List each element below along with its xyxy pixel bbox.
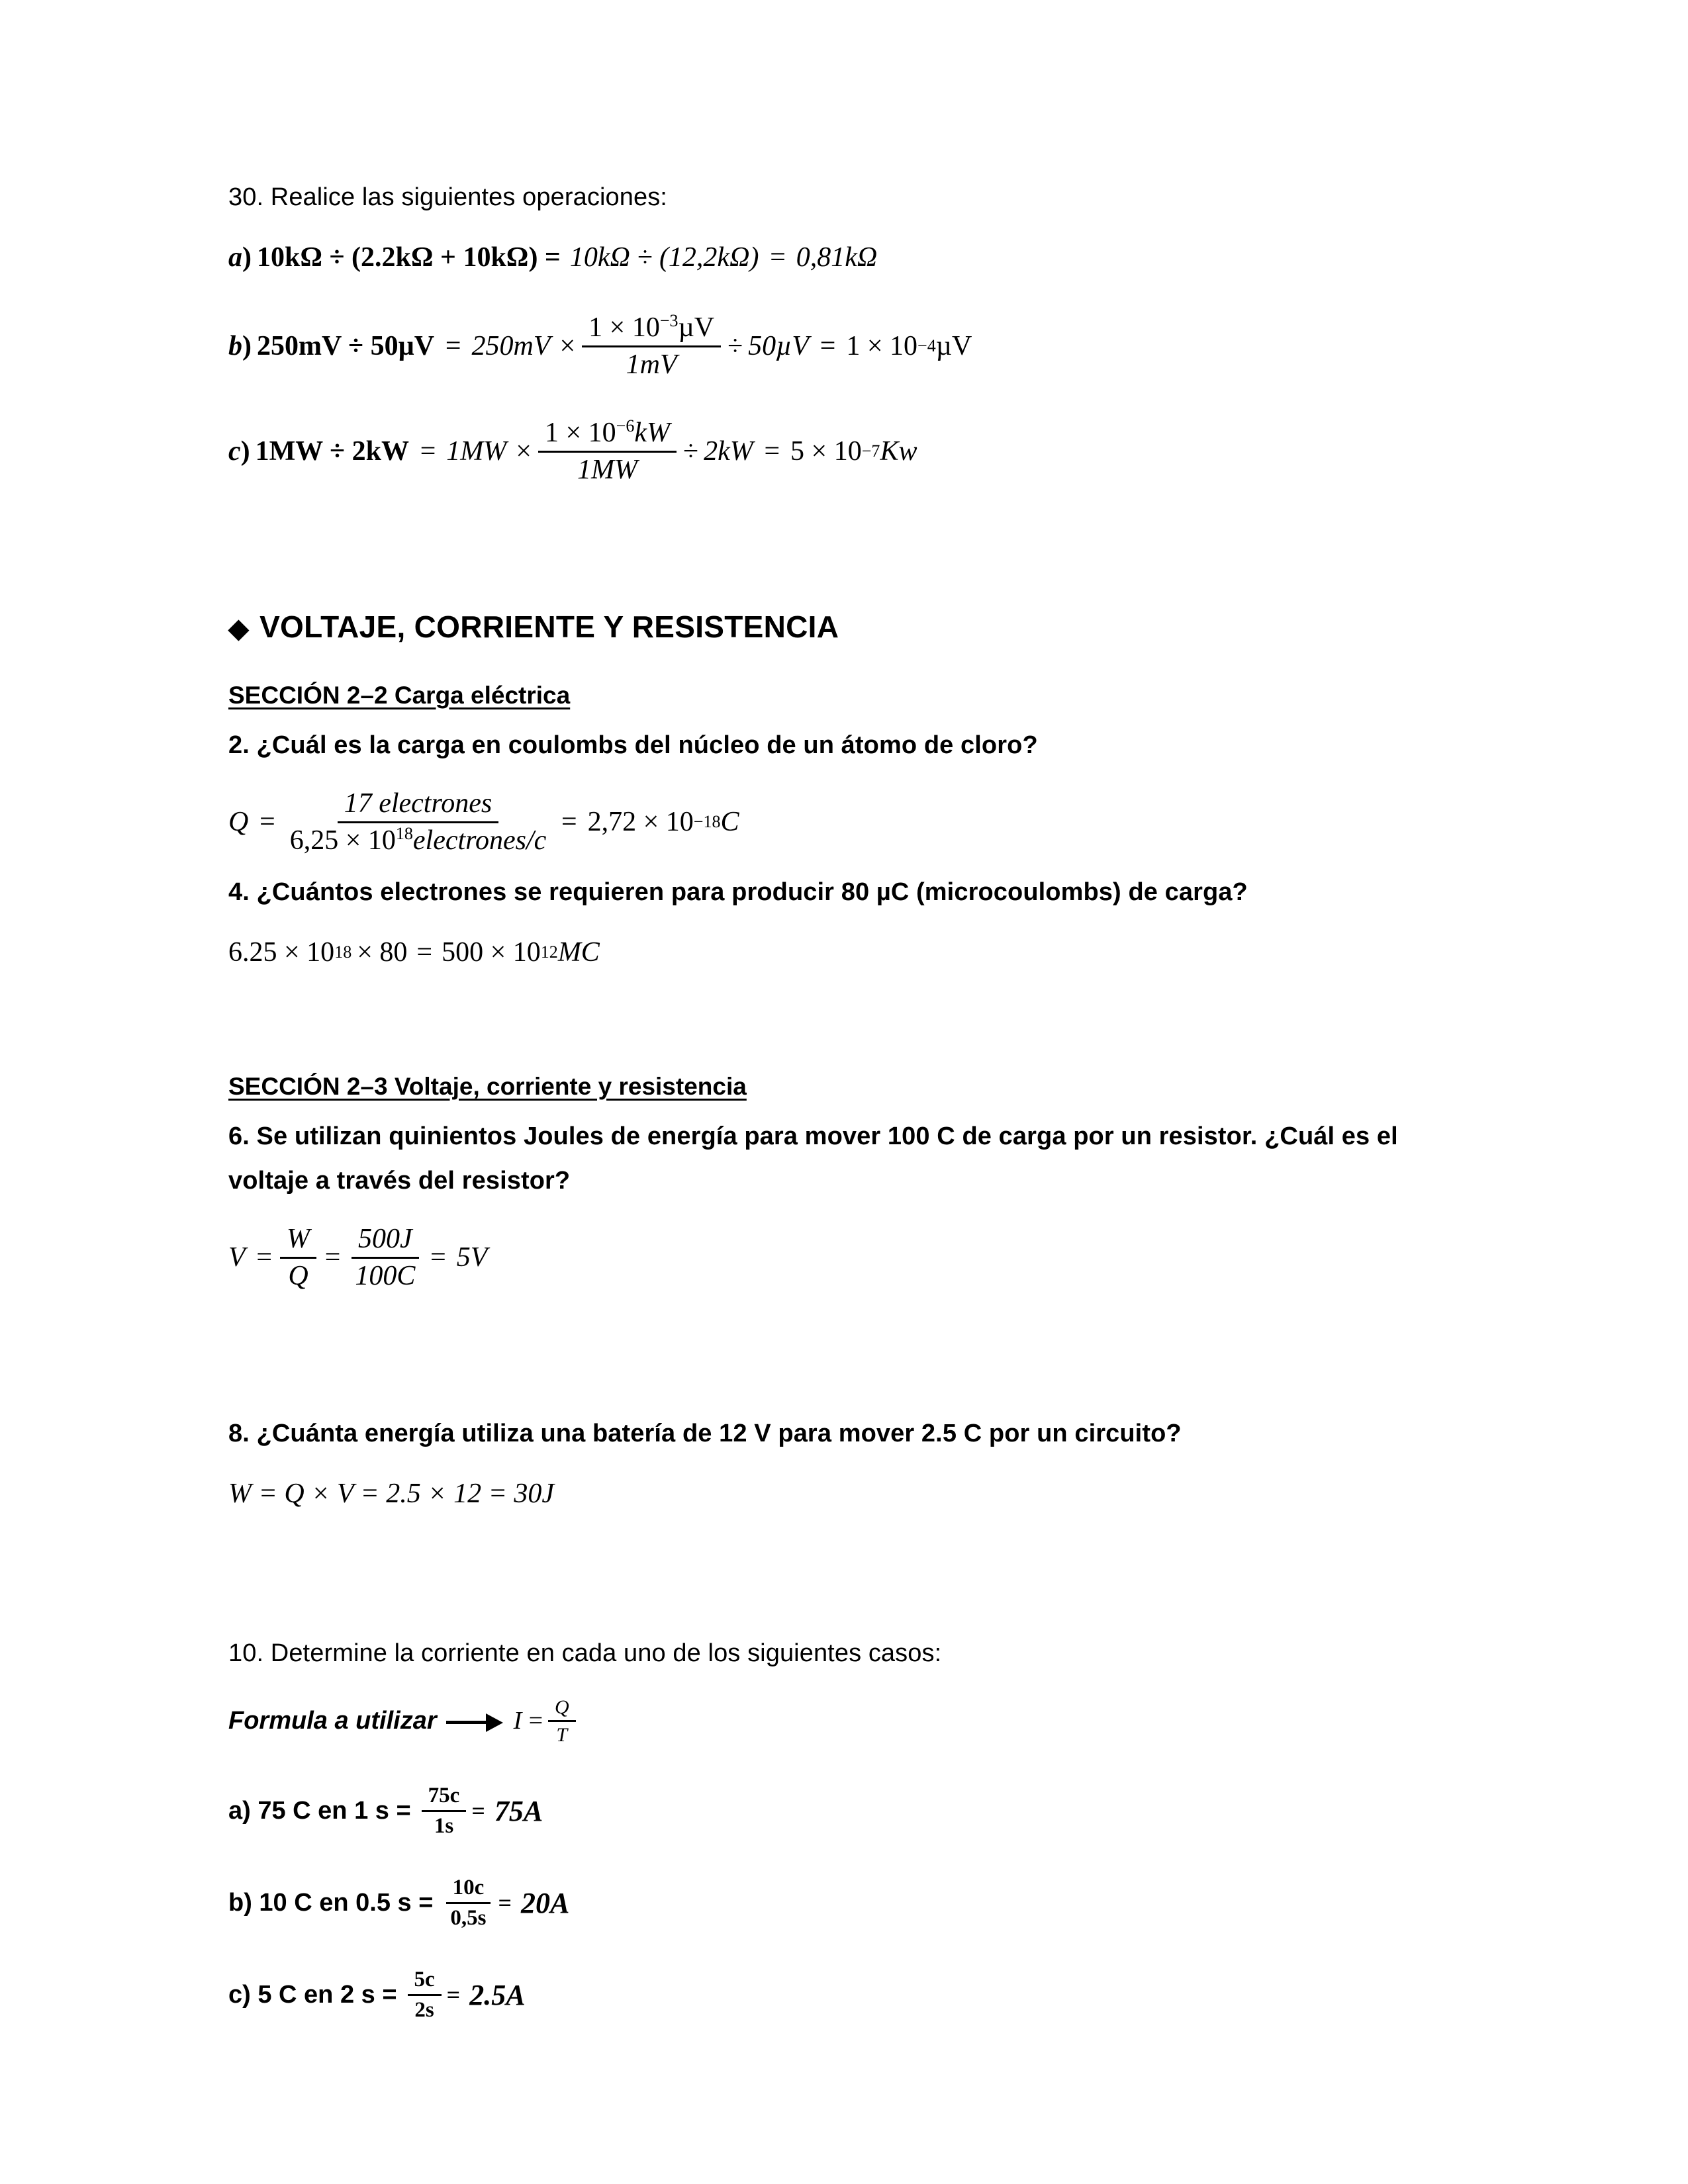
- q6-f2-num: 500J: [352, 1224, 419, 1259]
- q2-den-exp: 18: [395, 823, 413, 843]
- question-10-case-c: [228, 1968, 1466, 2023]
- spacer: [228, 1459, 1466, 1477]
- problem-30-item-b: b ) 250mV ÷ 50µV = 250mV × $\frac{1 \times 10^{-3}\mu V}{1mV}$ ÷ 50µV = 1 × 10 −4 µV: [228, 310, 972, 380]
- spacer: [228, 1378, 1466, 1415]
- spacer: [228, 223, 1466, 240]
- item-a-step: 10kΩ ÷ (12,2kΩ): [569, 242, 759, 273]
- item-b-num-exp: −3: [659, 310, 679, 330]
- item-c-times: ×: [516, 435, 532, 467]
- case-c-fraction: [408, 1968, 442, 2023]
- spacer: [228, 645, 1466, 682]
- case-c-num: 5c: [408, 1968, 442, 1996]
- question-10-formula-row: [228, 1696, 1466, 1747]
- question-4-formula: 6.25 × 10 18 × 80 = 500 × 10 12 MC: [228, 935, 1466, 970]
- spacer: [228, 1101, 1466, 1118]
- q10-fraction: [548, 1696, 576, 1747]
- q10-var: I: [513, 1707, 522, 1735]
- spacer: [228, 1679, 1466, 1696]
- case-c-math: [402, 1968, 526, 2023]
- section-2-3-label: SECCIÓN 2–3 Voltaje, corriente y resistencia: [228, 1073, 747, 1101]
- item-b-numerator: [582, 312, 721, 347]
- case-c-lead: c) 5 C en 2 s =: [228, 1980, 397, 2009]
- item-b-result-base: 1 × 10: [846, 330, 918, 361]
- question-8-formula: W = Q × V = 2.5 × 12 = 30J: [228, 1479, 555, 1510]
- q6-eq1: =: [254, 1242, 273, 1273]
- question-6-formula: [228, 1224, 1466, 1292]
- item-c-num-base: 1 × 10: [544, 417, 616, 448]
- spacer: [228, 1931, 1466, 1968]
- item-c-result-unit: Kw: [880, 435, 917, 467]
- q4-b-base: 500 × 10: [442, 936, 541, 968]
- chapter-heading-title: VOLTAJE, CORRIENTE Y RESISTENCIA: [259, 609, 839, 644]
- section-2-2-label: SECCIÓN 2–2 Carga eléctrica: [228, 681, 571, 709]
- case-a-fraction: [422, 1784, 467, 1839]
- q2-var: Q: [228, 806, 249, 837]
- item-c-num-unit: kW: [634, 417, 670, 448]
- q2-fraction: [283, 788, 553, 856]
- q6-var: V: [228, 1242, 246, 1273]
- item-b-denominator: 1mV: [626, 349, 677, 380]
- item-a-lhs: 10kΩ ÷ (2.2kΩ + 10kΩ) =: [257, 242, 561, 273]
- spacer: [228, 275, 1466, 312]
- item-b-div: ÷: [727, 330, 743, 361]
- q6-fraction-2: [348, 1224, 422, 1292]
- q4-a-base: 6.25 × 10: [228, 936, 335, 968]
- spacer: [228, 572, 1466, 609]
- item-a-result: 0,81kΩ: [796, 242, 878, 273]
- item-c-eq1: =: [418, 435, 438, 467]
- q2-numerator: 17 electrones: [338, 788, 499, 823]
- spacer: [228, 1056, 1466, 1073]
- q10-eq: =: [527, 1707, 544, 1735]
- right-arrow-icon: [446, 1713, 503, 1732]
- item-b-fraction: [582, 312, 721, 381]
- item-c-mid: 1MW: [446, 435, 507, 467]
- arrow-line: [446, 1721, 486, 1724]
- question-2-text: 2. ¿Cuál es la carga en coulombs del núcleo de un átomo de cloro?: [228, 731, 1038, 759]
- spacer: [228, 1598, 1466, 1635]
- case-a-eq: =: [471, 1797, 485, 1824]
- item-b-result-unit: µV: [935, 330, 972, 361]
- document-content: [228, 179, 1466, 2023]
- chapter-heading: [228, 609, 1466, 645]
- item-b-paren: ): [242, 330, 252, 361]
- item-c-numerator: [538, 418, 677, 453]
- case-a-den: 1s: [434, 1813, 454, 1838]
- section-2-2-block: [228, 682, 1466, 709]
- item-b-divisor: 50µV: [748, 330, 810, 361]
- q10-formula: [514, 1696, 580, 1747]
- case-c-eq: =: [446, 1981, 461, 2008]
- item-b-lhs: 250mV ÷ 50µV: [257, 330, 435, 361]
- q4-eq: =: [416, 936, 433, 968]
- question-2-formula: Q = $\frac{\text{17 electrones}}{6,25 \times 10^{18}electrones/c}$ = 2,72 × 10 −18 C: [228, 788, 739, 856]
- spacer: [228, 1292, 1466, 1378]
- arrow-head: [486, 1713, 503, 1732]
- q6-f1-den: Q: [288, 1261, 308, 1292]
- item-a-label: a: [228, 242, 242, 273]
- q10-den: T: [556, 1724, 568, 1747]
- spacer: [228, 1206, 1466, 1224]
- question-8-text: 8. ¿Cuánta energía utiliza una batería de 12 V para mover 2.5 C por un circuito?: [228, 1420, 1182, 1448]
- case-c-result: 2.5A: [469, 1978, 526, 2011]
- q2-den-base: 6,25 × 10: [289, 825, 396, 856]
- q2-den-unit: electrones/c: [412, 825, 547, 856]
- q6-f2-den: 100C: [355, 1261, 416, 1292]
- q2-eq2: =: [559, 806, 579, 837]
- item-a-equals: =: [768, 242, 787, 273]
- case-a-lead: a) 75 C en 1 s =: [228, 1796, 411, 1825]
- item-c-paren: ): [240, 435, 250, 467]
- question-10-case-b: [228, 1876, 1466, 1931]
- spacer: [228, 970, 1466, 1056]
- item-b-num-base: 1 × 10: [588, 312, 660, 343]
- spacer: [228, 1839, 1466, 1876]
- item-c-fraction: [538, 418, 677, 486]
- spacer: [228, 856, 1466, 874]
- q6-result: 5V: [456, 1242, 488, 1273]
- q4-times: × 80: [357, 936, 408, 968]
- q2-denominator: [283, 823, 553, 856]
- item-c-div: ÷: [683, 435, 699, 467]
- item-b-num-unit: µV: [678, 312, 715, 343]
- item-b-times: ×: [559, 330, 576, 361]
- question-4-text: 4. ¿Cuántos electrones se requieren para producir 80 µC (microcoulombs) de carga?: [228, 878, 1248, 906]
- problem-30-item-a: [228, 240, 1466, 275]
- q2-eq1: =: [258, 806, 277, 837]
- spacer: [228, 1512, 1466, 1598]
- item-b-eq1: =: [444, 330, 463, 361]
- formula-label: Formula a utilizar: [228, 1707, 437, 1735]
- case-c-den: 2s: [414, 1997, 434, 2022]
- q10-num: Q: [548, 1696, 576, 1723]
- diamond-bullet-icon: ◆: [228, 614, 250, 643]
- spacer: [228, 381, 1466, 418]
- spacer: [228, 486, 1466, 572]
- item-a-paren: ): [242, 242, 252, 273]
- item-b-eq2: =: [818, 330, 837, 361]
- q6-eq2: =: [323, 1242, 342, 1273]
- case-b-eq: =: [498, 1889, 512, 1916]
- q4-b-unit: MC: [557, 936, 600, 968]
- q2-result-base: 2,72 × 10: [587, 806, 694, 837]
- q6-fraction-1: [280, 1224, 316, 1292]
- section-2-3-block: [228, 1073, 1466, 1101]
- item-c-result-base: 5 × 10: [790, 435, 862, 467]
- item-c-label: c: [228, 435, 241, 467]
- case-a-result: 75A: [494, 1794, 543, 1827]
- item-b-mid: 250mV: [471, 330, 551, 361]
- case-b-num: 10c: [446, 1876, 491, 1904]
- spacer: [228, 918, 1466, 935]
- problem-30-prompt: 30. Realice las siguientes operaciones:: [228, 183, 667, 211]
- question-10-text: 10. Determine la corriente en cada uno de los siguientes casos:: [228, 1639, 942, 1667]
- case-b-lead: b) 10 C en 0.5 s =: [228, 1888, 434, 1917]
- case-b-math: [438, 1876, 569, 1931]
- item-c-divisor: 2kW: [704, 435, 753, 467]
- case-b-fraction: [444, 1876, 492, 1931]
- question-10-case-a: [228, 1784, 1466, 1839]
- q2-result-unit: C: [720, 806, 739, 837]
- spacer: [228, 709, 1466, 727]
- case-a-num: 75c: [422, 1784, 467, 1812]
- question-6-text-line1: 6. Se utilizan quinientos Joules de energía para mover 100 C de carga por un resistor. ¿Cuál es el: [228, 1122, 1398, 1151]
- q6-f1-num: W: [280, 1224, 316, 1259]
- item-c-denominator: 1MW: [577, 454, 637, 485]
- case-b-result: 20A: [521, 1886, 570, 1919]
- item-c-num-exp: −6: [616, 416, 635, 435]
- q6-eq3: =: [428, 1242, 447, 1273]
- problem-30-item-c: c ) 1MW ÷ 2kW = 1MW × $\frac{1 \times 10^{-6}kW}{1MW}$ ÷ 2kW = 5 × 10 −7 Kw: [228, 416, 917, 485]
- question-6-text-line2: voltaje a través del resistor?: [228, 1167, 571, 1195]
- item-c-lhs: 1MW ÷ 2kW: [255, 435, 409, 467]
- item-b-label: b: [228, 330, 242, 361]
- spacer: [228, 1747, 1466, 1784]
- case-b-den: 0,5s: [450, 1905, 487, 1930]
- case-a-math: [416, 1784, 543, 1839]
- item-c-eq2: =: [762, 435, 782, 467]
- spacer: [228, 771, 1466, 788]
